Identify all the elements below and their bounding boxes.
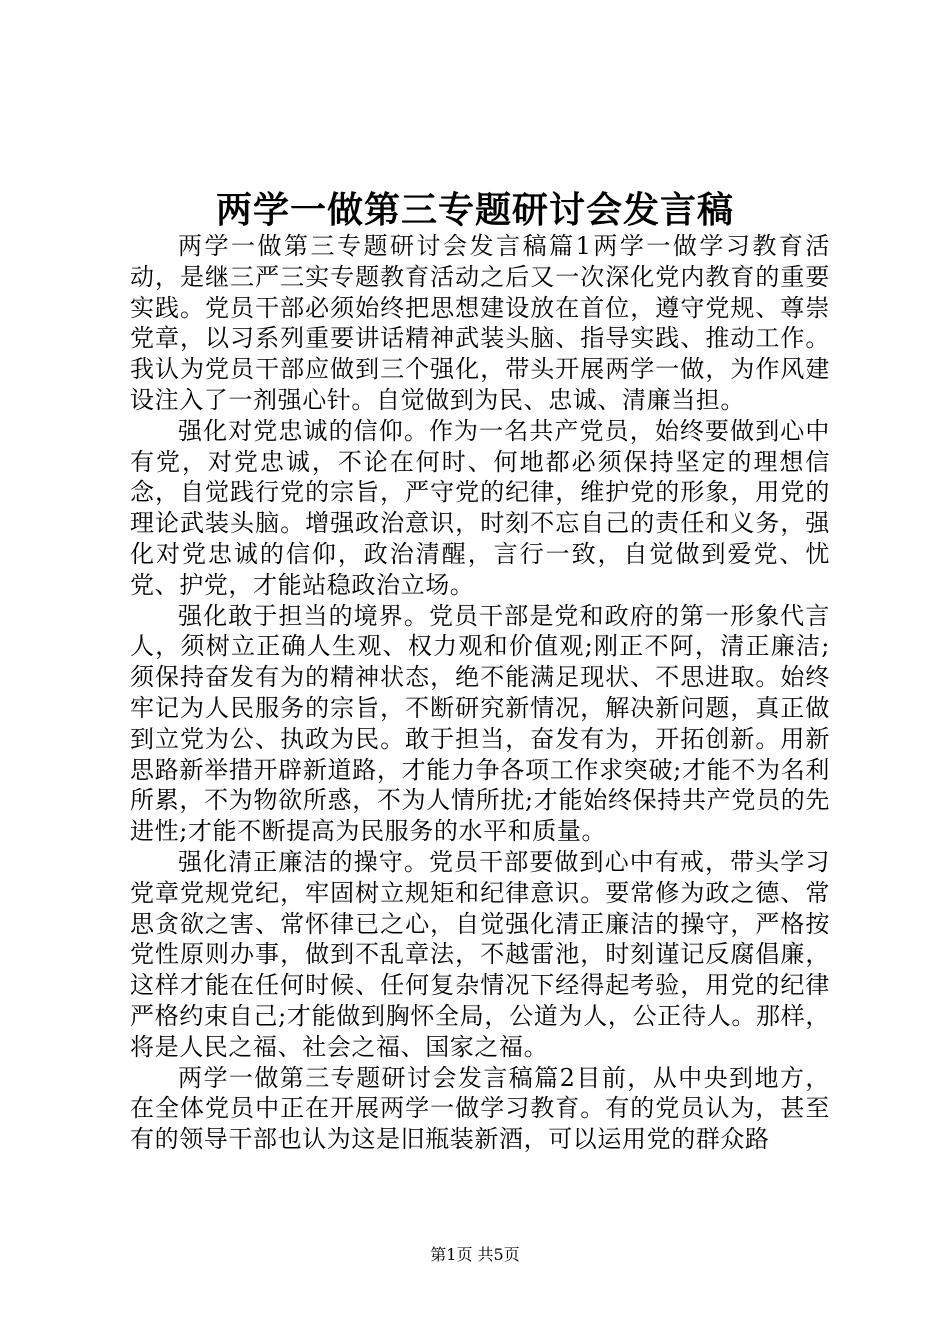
paragraph: 强化对党忠诚的信仰。作为一名共产党员，始终要做到心中有党，对党忠诚，不论在何时、何地都必须保持坚定的理想信念，自觉践行党的宗旨，严守党的纪律，维护党的形象，用党的理论武装头脑。增强政治意识，时刻不忘自己的责任和义务，强化对党忠诚的信仰，政治清醒，言行一致，自觉做到爱党、忧党、护党，才能站稳政治立场。 — [130, 416, 830, 599]
paragraph: 强化清正廉洁的操守。党员干部要做到心中有戒，带头学习党章党规党纪，牢固树立规矩和纪律意识。要常修为政之德、常思贪欲之害、常怀律已之心，自觉强化清正廉洁的操守，严格按党性原则办事，做到不乱章法，不越雷池，时刻谨记反腐倡廉，这样才能在任何时候、任何复杂情况下经得起考验，用党的纪律严格约束自己;才能做到胸怀全局，公道为人，公正待人。那样，将是人民之福、社会之福、国家之福。 — [130, 847, 830, 1061]
document-body — [130, 231, 830, 1155]
document-title: 两学一做第三专题研讨会发言稿 — [215, 189, 734, 231]
paragraph: 两学一做第三专题研讨会发言稿篇1两学一做学习教育活动，是继三严三实专题教育活动之后又一次深化党内教育的重要实践。党员干部必须始终把思想建设放在首位，遵守党规、尊崇党章，以习系列重要讲话精神武装头脑、指导实践、推动工作。我认为党员干部应做到三个强化，带头开展两学一做，为作风建设注入了一剂强心针。自觉做到为民、忠诚、清廉当担。 — [130, 232, 830, 414]
page-footer: 第1页 共5页 — [430, 1245, 520, 1264]
paragraph: 强化敢于担当的境界。党员干部是党和政府的第一形象代言人，须树立正确人生观、权力观和价值观;刚正不阿，清正廉洁;须保持奋发有为的精神状态，绝不能满足现状、不思进取。始终牢记为人民服务的宗旨，不断研究新情况，解决新问题，真正做到立党为公、执政为民。敢于担当，奋发有为，开拓创新。用新思路新举措开辟新道路，才能力争各项工作求突破;才能不为名利所累，不为物欲所惑，不为人情所扰;才能始终保持共产党员的先进性;才能不断提高为民服务的水平和质量。 — [130, 601, 830, 846]
paragraph: 两学一做第三专题研讨会发言稿篇2目前，从中央到地方，在全体党员中正在开展两学一做学习教育。有的党员认为，甚至有的领导干部也认为这是旧瓶装新酒，可以运用党的群众路 — [130, 1063, 830, 1154]
